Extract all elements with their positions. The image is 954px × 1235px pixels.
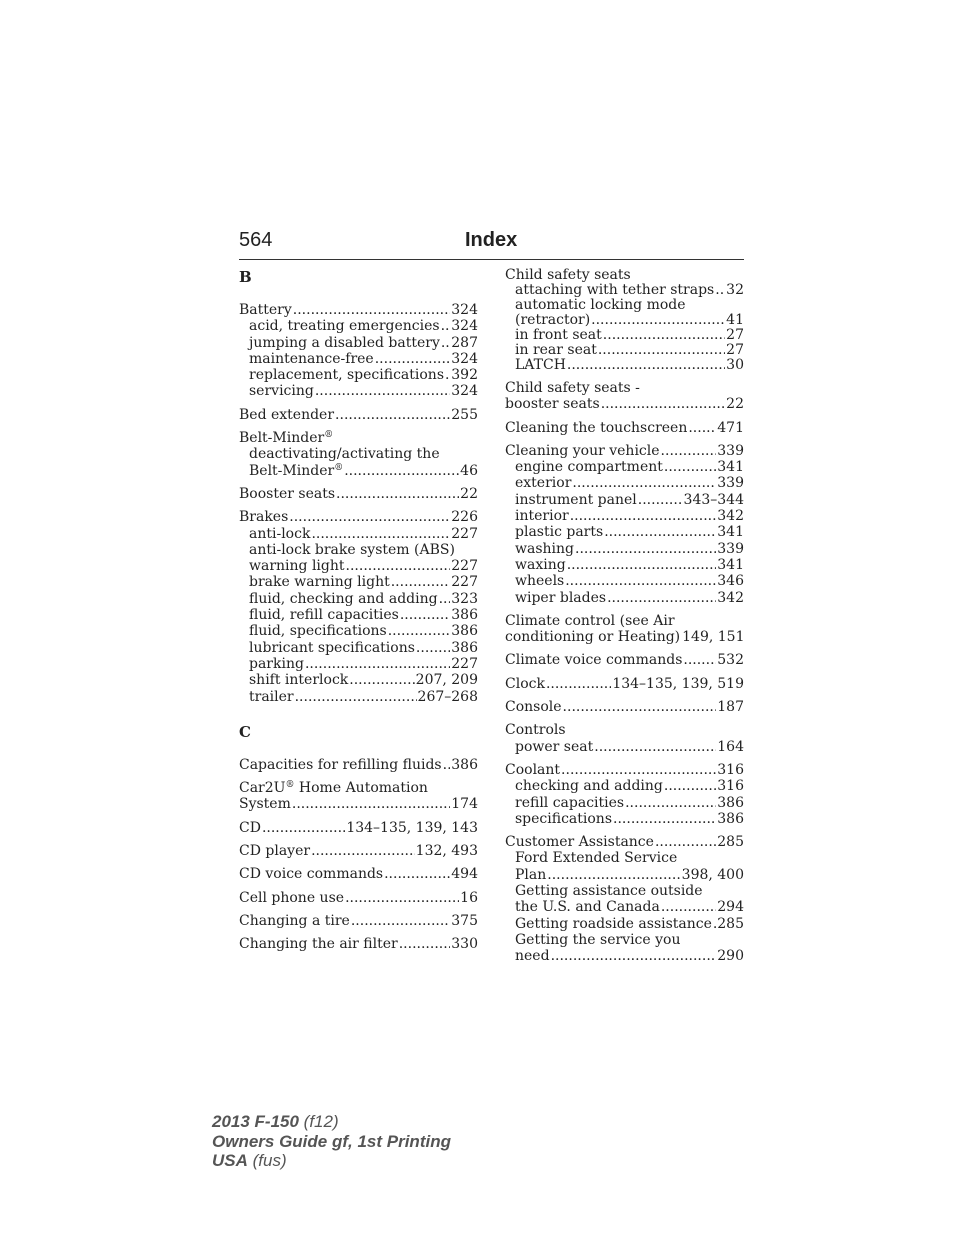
index-entry-belt-minder: Belt-Minder® deactivating/activating the Belt-Minder® ..... 46: [239, 430, 478, 479]
index-column-right: [505, 268, 744, 965]
footer-guide-line: Owners Guide gf, 1st Printing: [212, 1131, 451, 1151]
index-entry-controls: Controls power seat ..... 164: [505, 722, 744, 755]
index-subentry: maintenance-free ..... 324: [239, 351, 478, 367]
index-column-left: [239, 268, 478, 953]
footer-model-line: 2013 F-150 (f12): [212, 1112, 339, 1131]
index-entry-bed-extender: Bed extender ..... 255: [239, 407, 478, 423]
index-entry-cd: CD ..... 134–135, 139, 143: [239, 820, 478, 836]
index-entry-changing-filter: Changing the air filter ..... 330: [239, 936, 478, 952]
page-footer: [212, 1112, 451, 1171]
page-number: 564: [239, 229, 273, 251]
index-entry-cd-voice: CD voice commands ..... 494: [239, 866, 478, 882]
section-letter: B: [239, 268, 252, 286]
index-entry-console: Console ..... 187: [505, 699, 744, 715]
index-entry-climate-voice: Climate voice commands ..... 532: [505, 652, 744, 668]
index-subentry: servicing ..... 324: [239, 383, 478, 399]
index-entry-climate: Climate control (see Air conditioning or Heating) 149, 151: [505, 612, 744, 646]
index-subentry: jumping a disabled battery ..... 287: [239, 335, 478, 351]
index-entry-clock: Clock ..... 134–135, 139, 519: [505, 676, 744, 692]
index-entry-brakes: Brakes ..... 226 anti-lock ..... 227 anti-lock brake system (ABS) warning light ..... 227 brake warning light ..... 227 fluid, checking and adding ..... 323 fluid, refill capacities ..... 386 fluid, specifications ..... 386 lubricant specifications ..... 386 parking ..... 227 shift interlock ..... 207, 209 trailer ..... 267–268: [239, 509, 478, 705]
footer-region-line: USA (fus): [212, 1151, 287, 1170]
index-entry-capacities: Capacities for refilling fluids ..... 386: [239, 757, 478, 773]
page-title: Index: [465, 229, 518, 251]
index-entry-child-safety: Child safety seats attaching with tether straps ..... 32 automatic locking mode (retractor) ..... 41 in front seat ..... 27 in rear seat ..... 27 LATCH ..... 30: [505, 268, 744, 373]
section-letter: C: [239, 722, 251, 741]
index-entry-child-booster: Child safety seats - booster seats ..... 22: [505, 380, 744, 413]
index-entry-battery: Battery ..... 324 acid, treating emergencies ..... 324 jumping a disabled battery ..... 287 maintenance-free ..... 324 replacement, specifications ..... 392 servicing ..... 324: [239, 302, 478, 400]
index-entry-touchscreen: Cleaning the touchscreen ..... 471: [505, 420, 744, 436]
index-subentry: replacement, specifications ..... 392: [239, 367, 478, 383]
index-entry-changing-tire: Changing a tire ..... 375: [239, 913, 478, 929]
index-entry-car2u: Car2U® Home Automation System ..... 174: [239, 780, 478, 813]
index-entry-cd-player: CD player ..... 132, 493: [239, 843, 478, 859]
index-entry-cell-phone: Cell phone use ..... 16: [239, 890, 478, 906]
index-subentry: acid, treating emergencies ..... 324: [239, 318, 478, 334]
index-entry-customer: Customer Assistance ..... 285 Ford Extended Service Plan ..... 398, 400 Getting assistance outside the U.S. and Canada ..... 294 Getting roadside assistance ..... 285 Getting the service you need ..... 290: [505, 834, 744, 964]
page-header: [239, 229, 744, 260]
index-entry-cleaning: Cleaning your vehicle ..... 339 engine compartment ..... 341 exterior ..... 339 instrument panel ..... 343–344 interior ..... 342 plastic parts ..... 341 washing ..... 339 waxing ..... 341 wheels ..... 346 wiper blades ..... 342: [505, 443, 744, 606]
index-entry-coolant: Coolant ..... 316 checking and adding ..... 316 refill capacities ..... 386 specifications ..... 386: [505, 762, 744, 827]
index-entry-booster-seats: Booster seats ..... 22: [239, 486, 478, 502]
